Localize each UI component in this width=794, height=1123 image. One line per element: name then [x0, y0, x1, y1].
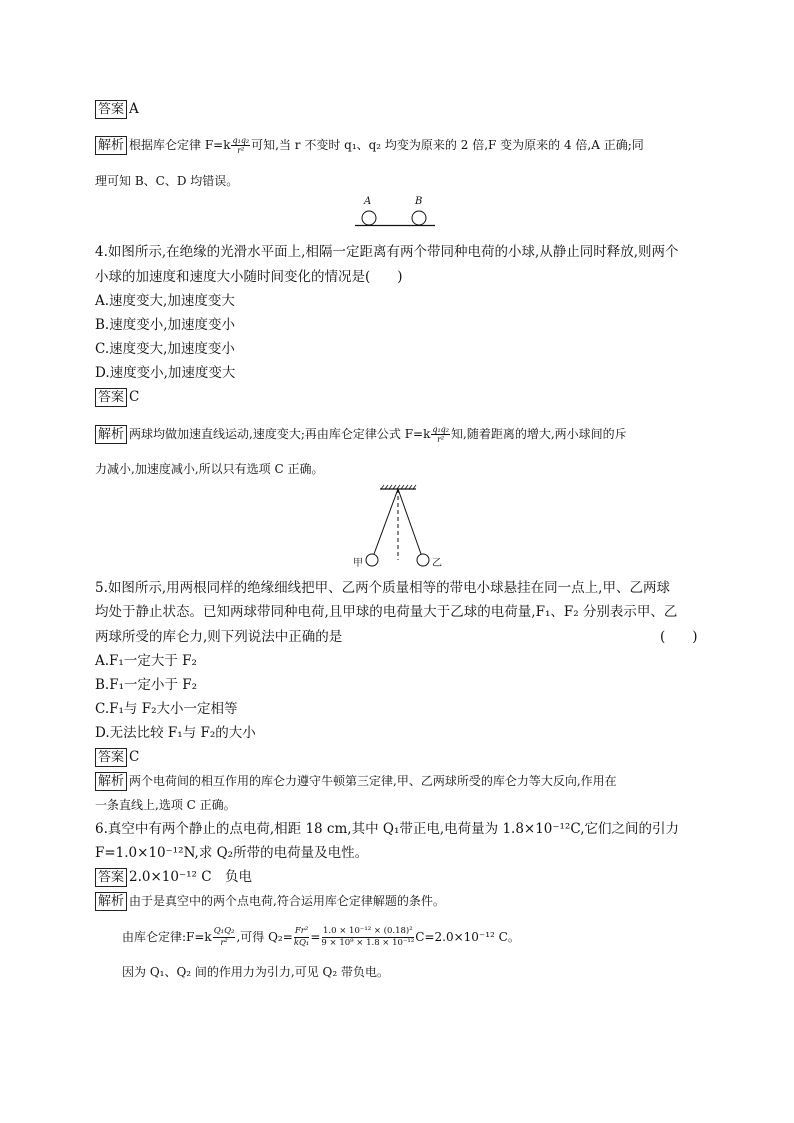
q4-stem-line-1: 4.如图所示,在绝缘的光滑水平面上,相隔一定距离有两个带同种电荷的小球,从静止同时释放,则两个 [95, 244, 679, 260]
q6-answer-line [95, 867, 252, 887]
analysis-tag: 解析 [95, 772, 127, 791]
fraction-denominator: 9 × 10⁹ × 1.8 × 10⁻¹² [321, 938, 415, 948]
calc-text: 由库仑定律:F=k [122, 930, 212, 944]
q4-analysis-line-2: 力减小,加速度减小,所以只有选项 C 正确。 [95, 462, 324, 476]
solve-fraction [294, 926, 310, 949]
q5-answer-line [95, 747, 139, 767]
q6-conclusion-line: 因为 Q₁、Q₂ 间的作用力为引力,可见 Q₂ 带负电。 [122, 965, 390, 979]
answer-tag: 答案 [95, 868, 127, 887]
q5-answer-blank: ( ) [660, 629, 698, 645]
q4-answer-line [95, 387, 139, 407]
answer-value: C [129, 749, 140, 765]
analysis-text: 可知,当 r 不变时 q₁、q₂ 均变为原来的 2 倍,F 变为原来的 4 倍,A 正确;同 [251, 138, 644, 152]
q5-stem-line-2: 均处于静止状态。已知两球带同种电荷,且甲球的电荷量大于乙球的电荷量,F₁、F₂ 分别表示甲、乙 [95, 604, 678, 620]
q5-analysis-line-2: 一条直线上,选项 C 正确。 [95, 798, 236, 812]
fraction-denominator: r² [237, 146, 245, 155]
q4-option-c: C.速度变大,加速度变小 [95, 341, 235, 357]
fraction-denominator: r² [220, 938, 228, 948]
q5-option-d: D.无法比较 F₁与 F₂的大小 [95, 725, 256, 741]
two-balls-figure [355, 196, 435, 232]
analysis-text: 两球均做加速直线运动,速度变大;再由库仑定律公式 F=k [129, 427, 431, 441]
q4-analysis-line-1 [95, 424, 627, 444]
calc-text: ,可得 Q₂= [236, 930, 293, 944]
q5-analysis-line-1 [95, 771, 617, 791]
analysis-text: 根据库仑定律 F=k [129, 138, 231, 152]
answer-value: 2.0×10⁻¹² C 负电 [129, 869, 253, 885]
q4-option-d: D.速度变小,加速度变大 [95, 365, 236, 381]
analysis-tag: 解析 [95, 892, 127, 911]
analysis-text: 由于是真空中的两个点电荷,符合运用库仑定律解题的条件。 [129, 894, 445, 908]
analysis-tag: 解析 [95, 425, 127, 444]
q4-option-a: A.速度变大,加速度变大 [95, 293, 235, 309]
hanging-balls-figure [350, 484, 450, 570]
q3-answer-line [95, 99, 139, 119]
answer-value: C [129, 389, 140, 405]
q4-stem-line-2: 小球的加速度和速度大小随时间变化的情况是( ) [95, 269, 403, 285]
coulomb-fraction [431, 425, 450, 444]
coulomb-fraction [213, 926, 236, 949]
ball-label-a: A [364, 196, 372, 207]
calc-text: C=2.0×10⁻¹² C。 [415, 930, 520, 944]
fraction-numerator: 1.0 × 10⁻¹² × (0.18)² [323, 926, 413, 936]
q5-option-a: A.F₁一定大于 F₂ [95, 653, 197, 669]
coulomb-fraction [231, 136, 250, 155]
ball-label-b: B [415, 196, 423, 207]
fraction-numerator: q₁q₂ [232, 136, 250, 145]
analysis-text: 知,随着距离的增大,两小球间的斥 [451, 427, 627, 441]
numeric-fraction [321, 926, 414, 949]
fraction-numerator: Fr² [294, 926, 309, 936]
q5-stem-line-1: 5.如图所示,用两根同样的绝缘细线把甲、乙两个质量相等的带电小球悬挂在同一点上,甲、乙两球 [95, 580, 670, 596]
fraction-numerator: q₁q₂ [432, 425, 449, 434]
answer-tag: 答案 [95, 100, 127, 119]
calc-text: = [310, 930, 321, 944]
q6-stem-line-2: F=1.0×10⁻¹²N,求 Q₂所带的电荷量及电性。 [95, 845, 369, 861]
answer-value: A [129, 101, 139, 117]
q3-analysis-line-1 [95, 135, 644, 155]
analysis-tag: 解析 [95, 136, 127, 155]
q4-option-b: B.速度变小,加速度变小 [95, 317, 236, 333]
answer-tag: 答案 [95, 748, 127, 767]
answer-tag: 答案 [95, 388, 127, 407]
fraction-denominator: kQ₁ [293, 938, 310, 948]
q3-analysis-line-2: 理可知 B、C、D 均错误。 [95, 174, 239, 188]
q5-option-b: B.F₁一定小于 F₂ [95, 677, 198, 693]
q6-analysis-line-1 [95, 891, 445, 911]
q6-stem-line-1: 6.真空中有两个静止的点电荷,相距 18 cm,其中 Q₁带正电,电荷量为 1.8×10⁻¹²C,它们之间的引力 [95, 821, 679, 837]
q6-calculation-line [122, 926, 520, 949]
ball-label-yi: 乙 [432, 558, 442, 569]
q5-option-c: C.F₁与 F₂大小一定相等 [95, 701, 238, 717]
q5-stem-line-3: 两球所受的库仑力,则下列说法中正确的是 [95, 629, 343, 645]
fraction-denominator: r² [437, 435, 445, 444]
fraction-numerator: Q₁Q₂ [213, 926, 235, 936]
ball-label-jia: 甲 [353, 558, 363, 569]
analysis-text: 两个电荷间的相互作用的库仑力遵守牛顿第三定律,甲、乙两球所受的库仑力等大反向,作用在 [129, 774, 617, 788]
